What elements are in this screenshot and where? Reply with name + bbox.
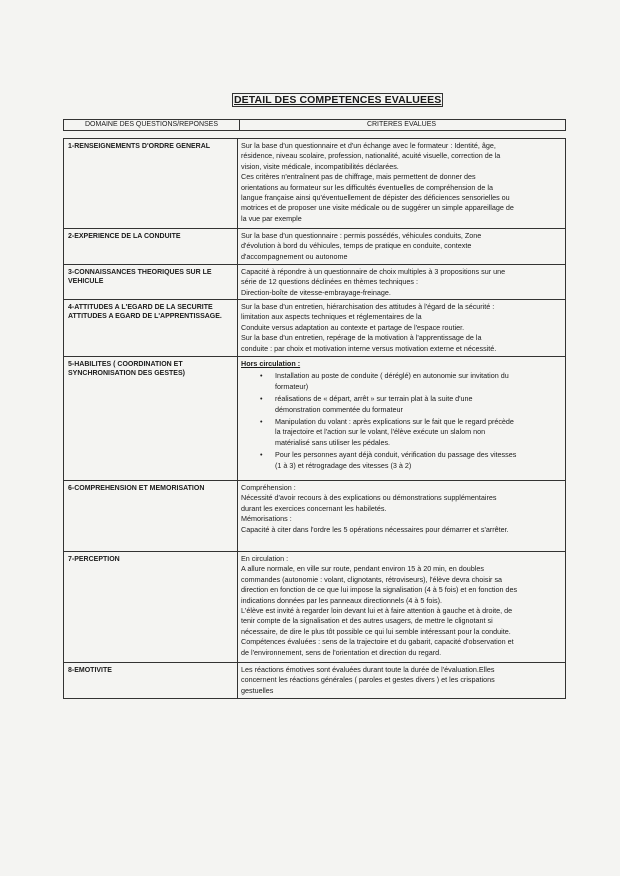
criteria-line: Nécessité d'avoir recours à des explications ou démonstrations supplémentaires bbox=[241, 493, 497, 503]
criteria-line: Sur la base d'un entretien, repérage de la motivation à l'apprentissage de la bbox=[241, 333, 482, 343]
criteria-line: Ces critères n'entraînent pas de chiffrage, mais permettent de donner des bbox=[241, 172, 476, 182]
row-criteria bbox=[238, 265, 565, 299]
row-domain: 1-RENSEIGNEMENTS D'ORDRE GENERAL bbox=[64, 139, 238, 228]
criteria-line: Capacité à citer dans l'ordre les 5 opérations nécessaires pour démarrer et s'arrêter. bbox=[241, 524, 509, 534]
criteria-line: direction en fonction de ce que lui impose la signalisation (4 à 5 fois) et en fonction des bbox=[241, 585, 518, 595]
table-row bbox=[64, 552, 565, 663]
row-domain: 2-EXPERIENCE DE LA CONDUITE bbox=[64, 229, 238, 264]
list-item bbox=[275, 450, 562, 471]
criteria-line: vision, visite médicale, incompatibilités déclarées. bbox=[241, 161, 399, 171]
criteria-line: nécessaire, de dire le plus tôt possible ce qui lui semble intéressant pour la conduite. bbox=[241, 626, 511, 636]
criteria-line: orientations au formateur sur les difficultés éventuelles de compréhension de la bbox=[241, 182, 493, 192]
document-title: DETAIL DES COMPETENCES EVALUEES bbox=[234, 94, 442, 106]
row-criteria bbox=[238, 552, 565, 662]
list-item-line: (1 à 3) et rétrogradage des vitesses (3 à 2) bbox=[275, 460, 412, 470]
criteria-line: concernent les réactions générales ( paroles et gestes divers ) et les crispations bbox=[241, 675, 495, 685]
table-row bbox=[64, 265, 565, 300]
criteria-line: série de 12 questions déclinées en thèmes techniques : bbox=[241, 277, 419, 287]
criteria-line: commandes (autonomie : volant, clignotants, rétroviseurs), l'élève devra choisir sa bbox=[241, 574, 503, 584]
criteria-line: Sur la base d'un questionnaire et d'un échange avec le formateur : Identité, âge, bbox=[241, 141, 496, 150]
list-item-line: la trajectoire et l'action sur le volant, l'élève exécute un slalom non bbox=[275, 427, 486, 437]
list-item-line: • réalisations de « départ, arrêt » sur terrain plat à la suite d'une bbox=[275, 394, 473, 404]
criteria-line: Compétences évaluées : sens de la trajectoire et du gabarit, capacité d'observation et bbox=[241, 637, 514, 647]
criteria-line: indications données par les panneaux directionnels (4 à 5 fois). bbox=[241, 595, 442, 605]
list-item-line: • Installation au poste de conduite ( déréglé) en autonomie sur invitation du bbox=[275, 371, 509, 381]
list-item bbox=[275, 371, 562, 392]
list-item-line: formateur) bbox=[275, 381, 309, 391]
criteria-line: durant les exercices concernant les habiletés. bbox=[241, 503, 387, 513]
criteria-line: de l'environnement, sens de l'orientation et direction du regard. bbox=[241, 647, 442, 657]
competences-table bbox=[63, 138, 566, 699]
criteria-subtitle: Hors circulation : bbox=[241, 359, 301, 368]
criteria-line: Les réactions émotives sont évaluées durant toute la durée de l'évaluation.Elles bbox=[241, 665, 495, 674]
row-criteria bbox=[238, 357, 565, 480]
row-domain: 8-EMOTIVITE bbox=[64, 663, 238, 698]
row-domain: 6-COMPREHENSION ET MEMORISATION bbox=[64, 481, 238, 551]
row-criteria bbox=[238, 229, 565, 264]
table-row bbox=[64, 139, 565, 229]
row-criteria bbox=[238, 663, 565, 698]
criteria-line: Sur la base d'un entretien, hiérarchisation des attitudes à l'égard de la sécurité : bbox=[241, 302, 495, 311]
row-domain: 7-PERCEPTION bbox=[64, 552, 238, 662]
table-row bbox=[64, 481, 565, 552]
row-domain: 3-CONNAISSANCES THEORIQUES SUR LE VEHICULE bbox=[64, 265, 238, 299]
criteria-line: d'accompagnement ou autonome bbox=[241, 251, 348, 261]
table-row bbox=[64, 357, 565, 481]
criteria-line: limitation aux aspects techniques et réglementaires de la bbox=[241, 312, 422, 322]
header-domain: DOMAINE DES QUESTIONS/REPONSES bbox=[84, 121, 219, 128]
list-item-line: • Manipulation du volant : après explications sur le fait que le regard précède bbox=[275, 417, 514, 427]
criteria-line: Compréhension : bbox=[241, 483, 296, 492]
table-row bbox=[64, 300, 565, 357]
criteria-line: Direction-boîte de vitesse-embrayage-freinage. bbox=[241, 287, 391, 297]
header-criteria-cell bbox=[238, 119, 566, 131]
row-criteria bbox=[238, 139, 565, 228]
criteria-line: L'élève est invité à regarder loin devant lui et à faire attention à gauche et à droite, de bbox=[241, 606, 513, 616]
criteria-line: Sur la base d'un questionnaire : permis possédés, véhicules conduits, Zone bbox=[241, 231, 482, 240]
criteria-line: la vue par exemple bbox=[241, 213, 302, 223]
criteria-line: résidence, niveau scolaire, profession, nationalité, acuité visuelle, correction de la bbox=[241, 151, 501, 161]
list-item-line: démonstration commentée du formateur bbox=[275, 404, 403, 414]
row-criteria bbox=[238, 481, 565, 551]
row-domain: 4-ATTITUDES A L'EGARD DE LA SECURITE ATTITUDES A EGARD DE L'APPRENTISSAGE. bbox=[64, 300, 238, 356]
list-item-line: matérialisé sans utiliser les pédales. bbox=[275, 437, 391, 447]
criteria-line: motrices et de proposer une visite médicale ou de suggérer un simple appareillage de bbox=[241, 203, 514, 213]
header-domain-cell bbox=[63, 119, 240, 131]
list-item bbox=[275, 417, 562, 448]
list-item-line: • Pour les personnes ayant déjà conduit, vérification du passage des vitesses bbox=[275, 450, 517, 460]
criteria-line: d'évolution à bord du véhicules, temps de pratique en conduite, contexte bbox=[241, 241, 472, 251]
criteria-line: Capacité à répondre à un questionnaire de choix multiples à 3 propositions sur une bbox=[241, 267, 506, 276]
row-criteria bbox=[238, 300, 565, 356]
criteria-line: Conduite versus adaptation au contexte et partage de l'espace routier. bbox=[241, 322, 465, 332]
criteria-line: gestuelles bbox=[241, 685, 274, 695]
criteria-line: langue française ainsi qu'éventuellement de dépister des déficiences sensorielles ou bbox=[241, 193, 510, 203]
criteria-line: En circulation : bbox=[241, 554, 289, 563]
habilites-list bbox=[241, 371, 562, 471]
criteria-line: A allure normale, en ville sur route, pendant environ 15 à 20 min, en doubles bbox=[241, 564, 484, 574]
list-item bbox=[275, 394, 562, 415]
table-row bbox=[64, 229, 565, 265]
criteria-line: Mémorisations : bbox=[241, 514, 292, 524]
table-row bbox=[64, 663, 565, 699]
criteria-line: tenir compte de la signalisation et des autres usagers, de mettre le clignotant si bbox=[241, 616, 493, 626]
criteria-line: conduite : par choix et motivation interne versus motivation externe et nécessité. bbox=[241, 343, 497, 353]
row-domain: 5-HABILITES ( COORDINATION ET SYNCHRONISATION DES GESTES) bbox=[64, 357, 238, 480]
header-criteria: CRITERES EVALUES bbox=[366, 121, 437, 128]
